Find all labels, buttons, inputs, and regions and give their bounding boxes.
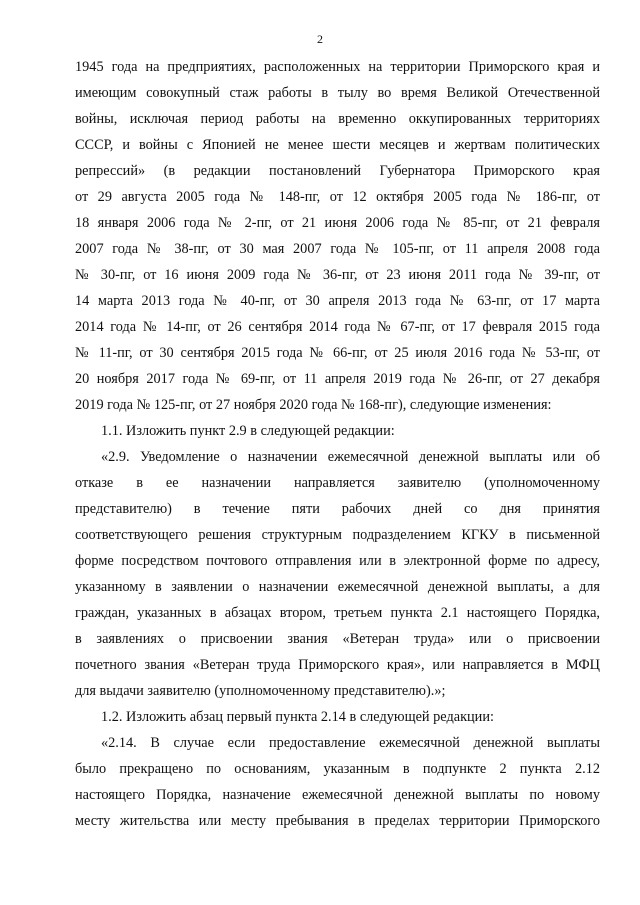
text-line: почетного звания «Ветеран труда Приморского края», или направляется в МФЦ <box>75 657 600 673</box>
page-number: 2 <box>317 32 323 46</box>
text-line: имеющим совокупный стаж работы в тылу во время Великой Отечественной <box>75 85 600 101</box>
text-line: указанному в заявлении о назначении ежемесячной денежной выплаты, а для <box>75 579 600 595</box>
text-line: было прекращено по основаниям, указанным в подпункте 2 пункта 2.12 <box>75 761 600 777</box>
paragraph-heading: 1.1. Изложить пункт 2.9 в следующей редакции: <box>101 423 395 439</box>
text-line: 1945 года на предприятиях, расположенных на территории Приморского края и <box>75 59 600 75</box>
text-line: отказе в ее назначении направляется заявителю (уполномоченному <box>75 475 600 491</box>
text-line: форме посредством почтового отправления или в электронной форме по адресу, <box>75 553 600 569</box>
text-line: войны, исключая период работы на временно оккупированных территориях <box>75 111 600 127</box>
text-line: настоящего Порядка, назначение ежемесячной денежной выплаты по новому <box>75 787 600 803</box>
document-body <box>75 54 600 834</box>
text-line: 20 ноября 2017 года № 69-пг, от 11 апреля 2019 года № 26-пг, от 27 декабря <box>75 371 600 387</box>
text-line: «2.14. В случае если предоставление ежемесячной денежной выплаты <box>101 735 600 751</box>
text-line: граждан, указанных в абзацах втором, третьем пункта 2.1 настоящего Порядка, <box>75 605 600 621</box>
text-line: № 11-пг, от 30 сентября 2015 года № 66-пг, от 25 июля 2016 года № 53-пг, от <box>75 345 600 361</box>
text-line: репрессий» (в редакции постановлений Губернатора Приморского края <box>75 163 600 179</box>
text-line: месту жительства или месту пребывания в пределах территории Приморского <box>75 813 600 829</box>
text-line: представителю) в течение пяти рабочих дней со дня принятия <box>75 501 600 517</box>
text-line: «2.9. Уведомление о назначении ежемесячной денежной выплаты или об <box>101 449 600 465</box>
text-line: в заявлениях о присвоении звания «Ветеран труда» или о присвоении <box>75 631 600 647</box>
text-line: 2007 года № 38-пг, от 30 мая 2007 года № 105-пг, от 11 апреля 2008 года <box>75 241 600 257</box>
text-line: 14 марта 2013 года № 40-пг, от 30 апреля 2013 года № 63-пг, от 17 марта <box>75 293 600 309</box>
paragraph-heading: 1.2. Изложить абзац первый пункта 2.14 в следующей редакции: <box>101 709 494 725</box>
text-line: для выдачи заявителю (уполномоченному представителю).»; <box>75 683 446 699</box>
text-line: соответствующего решения структурным подразделением КГКУ в письменной <box>75 527 600 543</box>
text-line: СССР, и войны с Японией не менее шести месяцев и жертвам политических <box>75 137 600 153</box>
text-line: 2014 года № 14-пг, от 26 сентября 2014 года № 67-пг, от 17 февраля 2015 года <box>75 319 600 335</box>
text-line: 18 января 2006 года № 2-пг, от 21 июня 2006 года № 85-пг, от 21 февраля <box>75 215 600 231</box>
text-line: от 29 августа 2005 года № 148-пг, от 12 октября 2005 года № 186-пг, от <box>75 189 600 205</box>
text-line: № 30-пг, от 16 июня 2009 года № 36-пг, от 23 июня 2011 года № 39-пг, от <box>75 267 600 283</box>
text-line: 2019 года № 125-пг, от 27 ноября 2020 года № 168-пг), следующие изменения: <box>75 397 552 413</box>
